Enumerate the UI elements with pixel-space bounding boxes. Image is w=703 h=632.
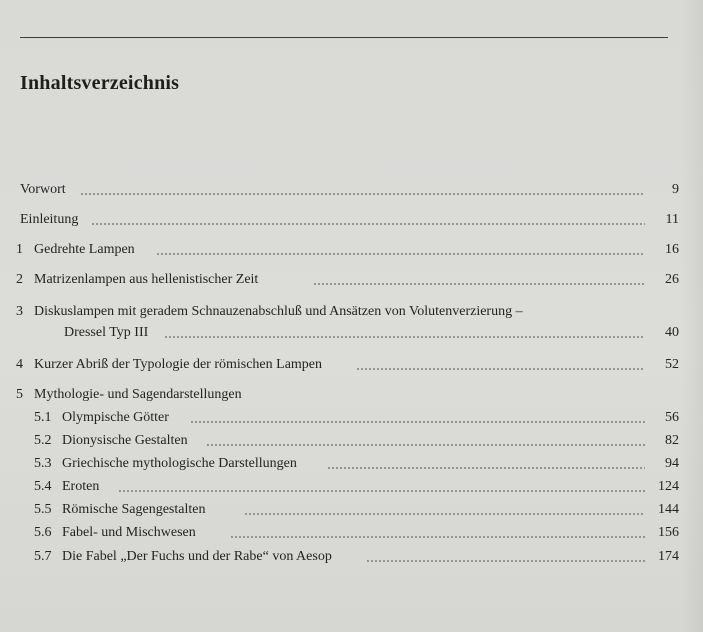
- dot-leader: [230, 536, 645, 538]
- dot-leader: [356, 368, 645, 370]
- toc-entry-section-5-4[interactable]: [0, 477, 703, 497]
- toc-entry-label-continued: Dressel Typ III: [64, 325, 149, 340]
- toc-entry-chapter-4[interactable]: [0, 355, 703, 375]
- dot-leader: [91, 223, 645, 225]
- toc-entry-label: Eroten: [62, 479, 100, 494]
- toc-entry-label: Fabel- und Mischwesen: [62, 525, 196, 540]
- toc-entry-chapter-3-continued[interactable]: [0, 323, 703, 343]
- page-title: Inhaltsverzeichnis: [20, 72, 180, 94]
- toc-entry-label: Einleitung: [20, 212, 79, 227]
- toc-entry-chapter-1[interactable]: [0, 240, 703, 260]
- toc-page-number: 16: [665, 242, 679, 257]
- dot-leader: [244, 513, 645, 515]
- toc-entry-label: Diskuslampen mit geradem Schnauzenabschluß und Ansätzen von Volutenverzierung –: [34, 304, 523, 319]
- toc-entry-label: Die Fabel „Der Fuchs und der Rabe“ von Aesop: [62, 549, 332, 564]
- toc-entry-label: Römische Sagengestalten: [62, 502, 206, 517]
- toc-page-number: 174: [658, 549, 679, 564]
- chapter-number: 4: [16, 357, 23, 372]
- dot-leader: [156, 253, 645, 255]
- toc-entry-label: Olympische Götter: [62, 410, 169, 425]
- toc-entry-section-5-5[interactable]: [0, 500, 703, 520]
- dot-leader: [80, 193, 645, 195]
- toc-entry-section-5-2[interactable]: [0, 431, 703, 451]
- toc-entry-section-5-7[interactable]: [0, 547, 703, 567]
- toc-page-number: 11: [665, 212, 679, 227]
- section-number: 5.1: [34, 410, 52, 425]
- section-number: 5.6: [34, 525, 52, 540]
- toc-entry-label: Dionysische Gestalten: [62, 433, 188, 448]
- dot-leader: [366, 560, 645, 562]
- dot-leader: [190, 421, 645, 423]
- toc-entry-chapter-3[interactable]: [0, 302, 703, 322]
- section-number: 5.3: [34, 456, 52, 471]
- chapter-number: 3: [16, 304, 23, 319]
- toc-page-number: 9: [672, 182, 679, 197]
- section-number: 5.2: [34, 433, 52, 448]
- toc-entry-label: Vorwort: [20, 182, 66, 197]
- section-number: 5.4: [34, 479, 52, 494]
- chapter-number: 1: [16, 242, 23, 257]
- dot-leader: [118, 490, 645, 492]
- chapter-number: 2: [16, 272, 23, 287]
- toc-page-number: 26: [665, 272, 679, 287]
- toc-entry-einleitung[interactable]: [0, 210, 703, 230]
- toc-entry-chapter-5[interactable]: [0, 385, 703, 405]
- toc-page-number: 52: [665, 357, 679, 372]
- header-rule: [20, 37, 668, 38]
- section-number: 5.5: [34, 502, 52, 517]
- toc-page-number: 156: [658, 525, 679, 540]
- dot-leader: [327, 467, 645, 469]
- toc-page-number: 124: [658, 479, 679, 494]
- toc-entry-label: Mythologie- und Sagendarstellungen: [34, 387, 242, 402]
- toc-entry-label: Kurzer Abriß der Typologie der römischen Lampen: [34, 357, 323, 372]
- toc-entry-section-5-1[interactable]: [0, 408, 703, 428]
- toc-entry-chapter-2[interactable]: [0, 270, 703, 290]
- toc-entry-label: Matrizenlampen aus hellenistischer Zeit: [34, 272, 259, 287]
- chapter-number: 5: [16, 387, 23, 402]
- toc-entry-label: Griechische mythologische Darstellungen: [62, 456, 297, 471]
- toc-page-number: 94: [665, 456, 679, 471]
- toc-entry-label: Gedrehte Lampen: [34, 242, 135, 257]
- toc-page-number: 144: [658, 502, 679, 517]
- dot-leader: [206, 444, 645, 446]
- toc-page-number: 82: [665, 433, 679, 448]
- toc-entry-section-5-3[interactable]: [0, 454, 703, 474]
- dot-leader: [313, 283, 645, 285]
- toc-entry-vorwort[interactable]: [0, 180, 703, 200]
- toc-page-number: 56: [665, 410, 679, 425]
- toc-entry-section-5-6[interactable]: [0, 523, 703, 543]
- dot-leader: [164, 336, 645, 338]
- section-number: 5.7: [34, 549, 52, 564]
- toc-page-number: 40: [665, 325, 679, 340]
